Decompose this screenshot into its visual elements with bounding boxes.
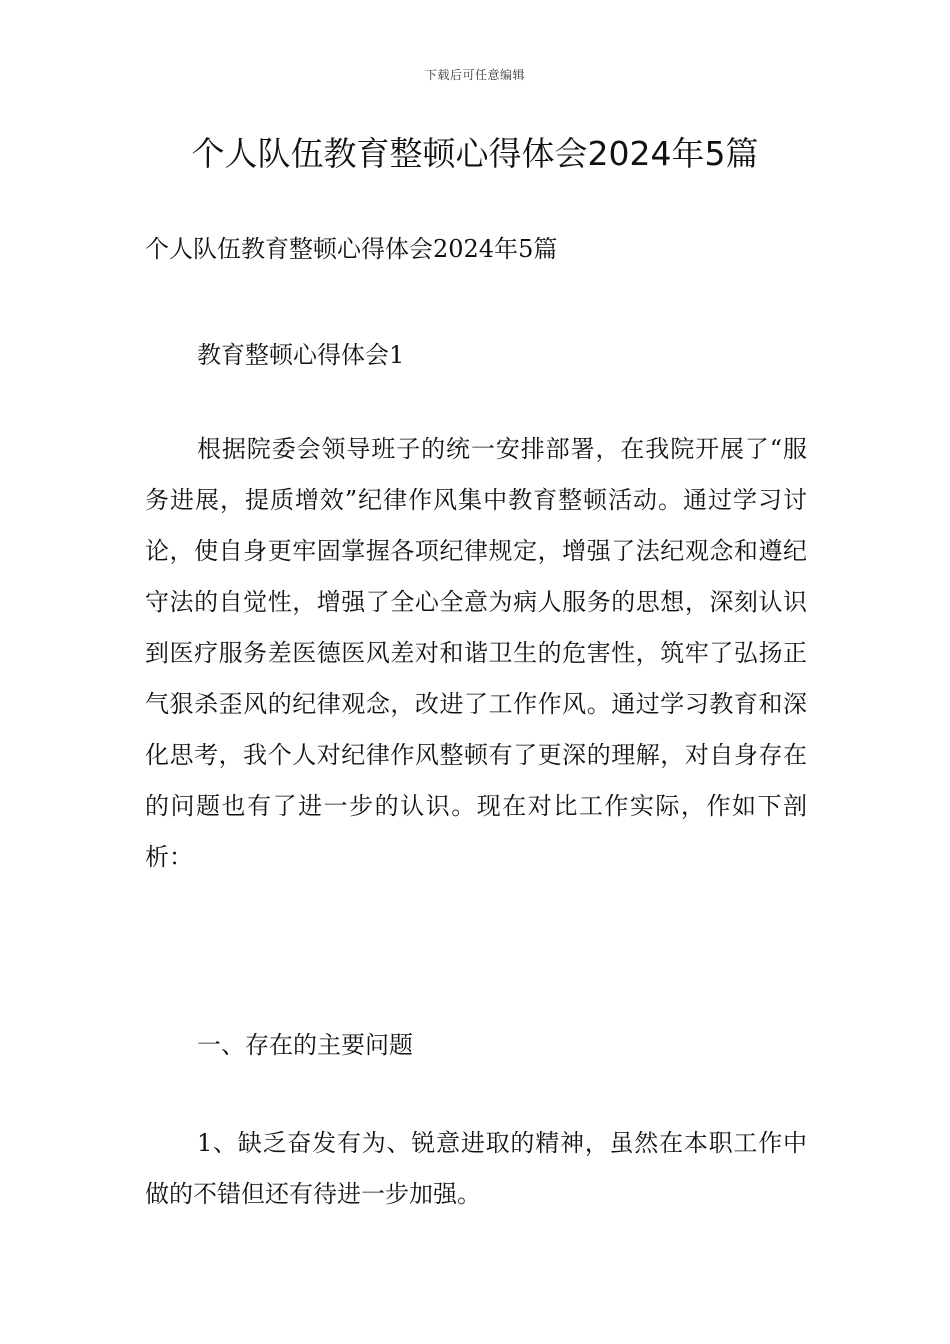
body-paragraph: 1、缺乏奋发有为、锐意进取的精神，虽然在本职工作中做的不错但还有待进一步加强。 [145,1129,807,1208]
body-paragraph: 根据院委会领导班子的统一安排部署，在我院开展了“服务进展，提质增效”纪律作风集中教育整顿活动。通过学习讨论，使自身更牢固掌握各项纪律规定，增强了法纪观念和遵纪守法的自觉性，增强了全心全意为病人服务的思想，深刻认识到医疗服务差医德医风差对和谐卫生的危害性，筑牢了弘扬正气狠杀歪风的纪律观念，改进了工作作风。通过学习教育和深化思考，我个人对纪律作风整顿有了更深的理解，对自身存在的问题也有了进一步的认识。现在对比工作实际，作如下剖析： [145,435,807,871]
document-title: 个人队伍教育整顿心得体会2024年5篇 [191,134,759,173]
problems-heading: 一、存在的主要问题 [197,1031,413,1059]
document-subtitle: 个人队伍教育整顿心得体会2024年5篇 [145,235,558,263]
header-note: 下载后可任意编辑 [424,68,525,82]
section-heading: 教育整顿心得体会1 [197,341,405,369]
